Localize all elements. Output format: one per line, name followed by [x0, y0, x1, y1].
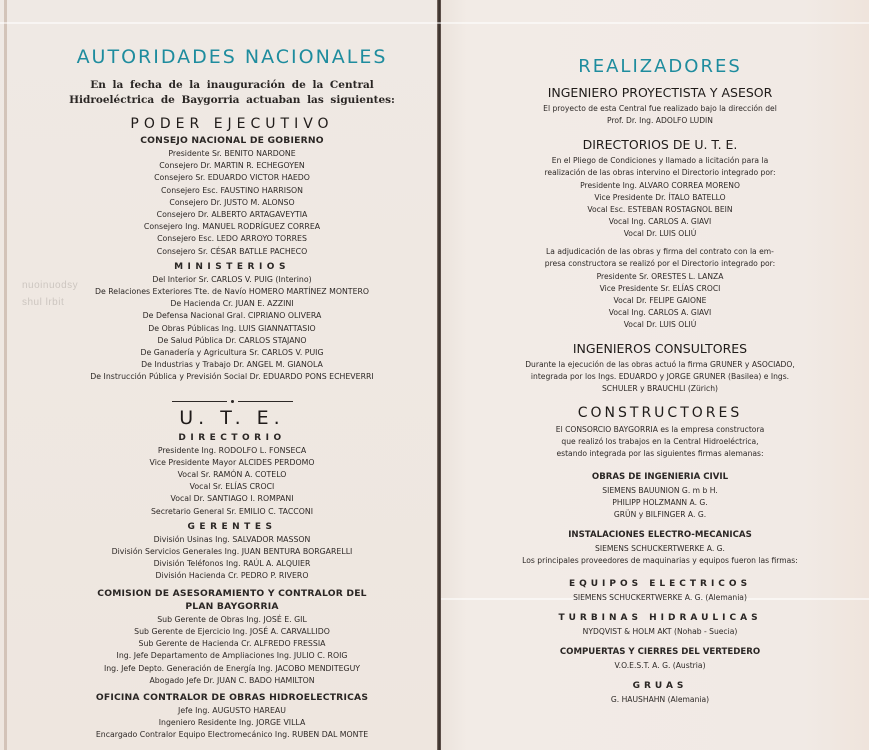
directorio-heading: DIRECTORIO — [178, 432, 286, 443]
list-item: Consejero Sr. CÉSAR BATLLE PACHECO — [156, 246, 308, 256]
equipos-electricos-heading: EQUIPOS ELECTRICOS — [568, 579, 752, 589]
comision-list — [62, 614, 402, 687]
list-item: Consejero Dr. ALBERTO ARTAGAVEYTIA — [156, 210, 308, 220]
list-item: Ingeniero Residente Ing. JORGE VILLA — [158, 718, 306, 728]
list-item: División Hacienda Cr. PEDRO P. RIVERO — [155, 571, 309, 581]
proyectista-text: El proyecto de esta Central fue realizado bajo la dirección del Prof. Dr. Ing. ADOLFO LUDIN — [543, 104, 777, 125]
proyectista-heading: INGENIERO PROYECTISTA Y ASESOR — [547, 85, 773, 100]
list-item: De Salud Pública Dr. CARLOS STAJANO — [157, 335, 307, 345]
realizadores-section — [488, 56, 832, 706]
list-item: Sub Gerente de Hacienda Cr. ALFREDO FRESSIA — [138, 639, 326, 649]
directorios-text-2: La adjudicación de las obras y firma del contrato con la em- presa constructora se realizó por el Directorio integrado por: — [544, 247, 776, 268]
list-item: Consejero Esc. FAUSTINO HARRISON — [160, 185, 303, 195]
list-item: Vocal Ing. CARLOS A. GIAVI — [608, 217, 712, 226]
comision-heading: COMISION DE ASESORAMIENTO Y CONTRALOR DEL — [97, 587, 367, 599]
directorios-heading: DIRECTORIOS DE U. T. E. — [582, 137, 738, 152]
page-title: AUTORIDADES NACIONALES — [76, 46, 388, 68]
list-item: Encargado Contralor Equipo Electromecánico Ing. RUBEN DAL MONTE — [95, 730, 369, 740]
list-item: Vice Presidente Dr. ÍTALO BATELLO — [594, 193, 726, 202]
list-item: De Defensa Nacional Gral. CIPRIANO OLIVERA — [142, 311, 322, 321]
consejo-heading: CONSEJO NACIONAL DE GOBIERNO — [140, 135, 324, 146]
equipos-electricos-firm: SIEMENS SCHUCKERTWERKE A. G. (Alemania) — [573, 593, 747, 602]
gruas-heading: GRUAS — [632, 681, 688, 691]
page-title: REALIZADORES — [578, 56, 742, 77]
list-item: Vocal Esc. ESTEBAN ROSTAGNOL BEIN — [587, 205, 733, 214]
ministerios-heading: MINISTERIOS — [174, 261, 290, 272]
obras-civil-heading: OBRAS DE INGENIERIA CIVIL — [591, 472, 729, 482]
list-item: Vocal Ing. CARLOS A. GIAVI — [608, 308, 712, 317]
ministerios-list — [62, 274, 402, 384]
list-item: Sub Gerente de Ejercicio Ing. JOSÉ A. CARVALLIDO — [134, 626, 330, 636]
turbinas-heading: TURBINAS HIDRAULICAS — [558, 613, 762, 623]
list-item: División Servicios Generales Ing. JUAN BENTURA BORGARELLI — [111, 547, 353, 557]
consultores-text: Durante la ejecución de las obras actuó la firma GRUNER y ASOCIADO, integrada por los Ings. EDUARDO y JORGE GRUNER (Basilea) e Ings. SCHULER y BRAUCHLI (Zürich) — [525, 360, 795, 393]
constructores-heading: CONSTRUCTORES — [577, 405, 743, 421]
list-item: Vice Presidente Sr. ELÍAS CROCI — [599, 284, 721, 293]
bleed-through-text: nuoinuodsy — [22, 280, 79, 291]
poder-ejecutivo-heading: PODER EJECUTIVO — [130, 116, 334, 132]
list-item: Presidente Sr. ORESTES L. LANZA — [596, 272, 724, 281]
list-item: GRÜN y BILFINGER A. G. — [613, 510, 707, 519]
gerentes-heading: GERENTES — [187, 521, 277, 532]
list-item: De Hacienda Cr. JUAN E. AZZINI — [170, 299, 294, 309]
list-item: División Usinas Ing. SALVADOR MASSON — [153, 534, 311, 544]
list-item: Consejero Dr. JUSTO M. ALONSO — [169, 197, 295, 207]
list-item: De Instrucción Pública y Previsión Social Dr. EDUARDO PONS ECHEVERRI — [90, 372, 374, 382]
page-edge — [4, 0, 7, 750]
list-item: Sub Gerente de Obras Ing. JOSÉ E. GIL — [157, 614, 307, 624]
list-item: SIEMENS BAUUNION G. m b H. — [602, 486, 718, 495]
list-item: Vocal Dr. SANTIAGO I. ROMPANI — [170, 494, 294, 504]
divider-dot-icon — [231, 400, 234, 403]
list-item: Vice Presidente Mayor ALCIDES PERDOMO — [149, 457, 315, 467]
list-item: Vocal Dr. FELIPE GAIONE — [613, 296, 707, 305]
list-item: De Obras Públicas Ing. LUIS GIANNATTASIO — [148, 323, 316, 333]
list-item: Vocal Dr. LUIS OLIÚ — [623, 320, 697, 329]
list-item: Jefe Ing. AUGUSTO HAREAU — [178, 705, 286, 715]
oficina-heading: OFICINA CONTRALOR DE OBRAS HIDROELECTRICAS — [95, 691, 369, 703]
turbinas-firm: NYDQVIST & HOLM AKT (Nohab - Suecia) — [582, 627, 738, 636]
list-item: Ing. Jefe Departamento de Ampliaciones Ing. JULIO C. ROIG — [116, 651, 348, 661]
list-item: Consejero Dr. MARTIN R. ECHEGOYEN — [159, 161, 305, 171]
list-item: Secretario General Sr. EMILIO C. TACCONI — [150, 506, 314, 516]
list-item: Vocal Sr. RAMÓN A. COTELO — [177, 470, 287, 480]
bleed-through-text: shul lrbit — [22, 297, 65, 308]
ute-heading: U. T. E. — [179, 406, 285, 429]
list-item: Vocal Sr. ELÍAS CROCI — [189, 482, 275, 492]
list-item: PHILIPP HOLZMANN A. G. — [612, 498, 708, 507]
list-item: De Relaciones Exteriores Tte. de Navío HOMERO MARTÍNEZ MONTERO — [94, 287, 370, 297]
list-item: Ing. Jefe Depto. Generación de Energía Ing. JACOBO MENDITEGUY — [103, 663, 361, 673]
list-item: De Industrias y Trabajo Dr. ANGEL M. GIANOLA — [141, 360, 323, 370]
consejo-list — [62, 148, 402, 258]
consultores-heading: INGENIEROS CONSULTORES — [572, 341, 748, 356]
list-item: Presidente Ing. ALVARO CORREA MORENO — [580, 181, 740, 190]
paper-crease — [0, 22, 869, 24]
instalaciones-text: SIEMENS SCHUCKERTWERKE A. G. Los principales proveedores de maquinarias y equipos fueron las firmas: — [522, 544, 798, 565]
binding-gutter — [437, 0, 441, 750]
instalaciones-heading: INSTALACIONES ELECTRO-MECANICAS — [568, 530, 752, 540]
list-item: Vocal Dr. LUIS OLIÚ — [623, 229, 697, 238]
compuertas-heading: COMPUERTAS Y CIERRES DEL VERTEDERO — [559, 647, 761, 657]
comision-heading-line2: PLAN BAYGORRIA — [185, 600, 279, 612]
list-item: División Teléfonos Ing. RAÚL A. ALQUIER — [153, 559, 311, 569]
directorios-text-1: En el Pliego de Condiciones y llamado a licitación para la realización de las obras intervino el Directorio integrado por: — [544, 156, 776, 177]
list-item: Presidente Sr. BENITO NARDONE — [168, 149, 296, 158]
directorio-group-2 — [488, 271, 832, 331]
intro-text: En la fecha de la inauguración de la Central Hidroeléctrica de Baygorria actuaban las siguientes: — [69, 79, 395, 106]
constructores-text: El CONSORCIO BAYGORRIA es la empresa constructora que realizó los trabajos en la Central Hidroeléctrica, estando integrada por las siguientes firmas alemanas: — [555, 425, 765, 458]
list-item: Consejero Esc. LEDO ARROYO TORRES — [157, 234, 307, 244]
list-item: Del Interior Sr. CARLOS V. PUIG (Interino) — [152, 274, 312, 284]
directorio-group-1 — [488, 180, 832, 240]
list-item: De Ganadería y Agricultura Sr. CARLOS V. PUIG — [140, 348, 324, 358]
gerentes-list — [62, 534, 402, 583]
directorio-list — [62, 445, 402, 518]
obras-civil-firms — [488, 485, 832, 521]
autoridades-section — [62, 46, 402, 742]
list-item: Abogado Jefe Dr. JUAN C. BADO HAMILTON — [149, 675, 315, 685]
list-item: Consejero Ing. MANUEL RODRÍGUEZ CORREA — [143, 222, 321, 232]
gruas-firm: G. HAUSHAHN (Alemania) — [610, 695, 710, 704]
section-divider — [62, 400, 402, 403]
list-item: Presidente Ing. RODOLFO L. FONSECA — [157, 445, 307, 455]
list-item: Consejero Sr. EDUARDO VICTOR HAEDO — [154, 173, 310, 183]
oficina-list — [62, 705, 402, 742]
compuertas-firm: V.O.E.S.T. A. G. (Austria) — [614, 661, 706, 670]
